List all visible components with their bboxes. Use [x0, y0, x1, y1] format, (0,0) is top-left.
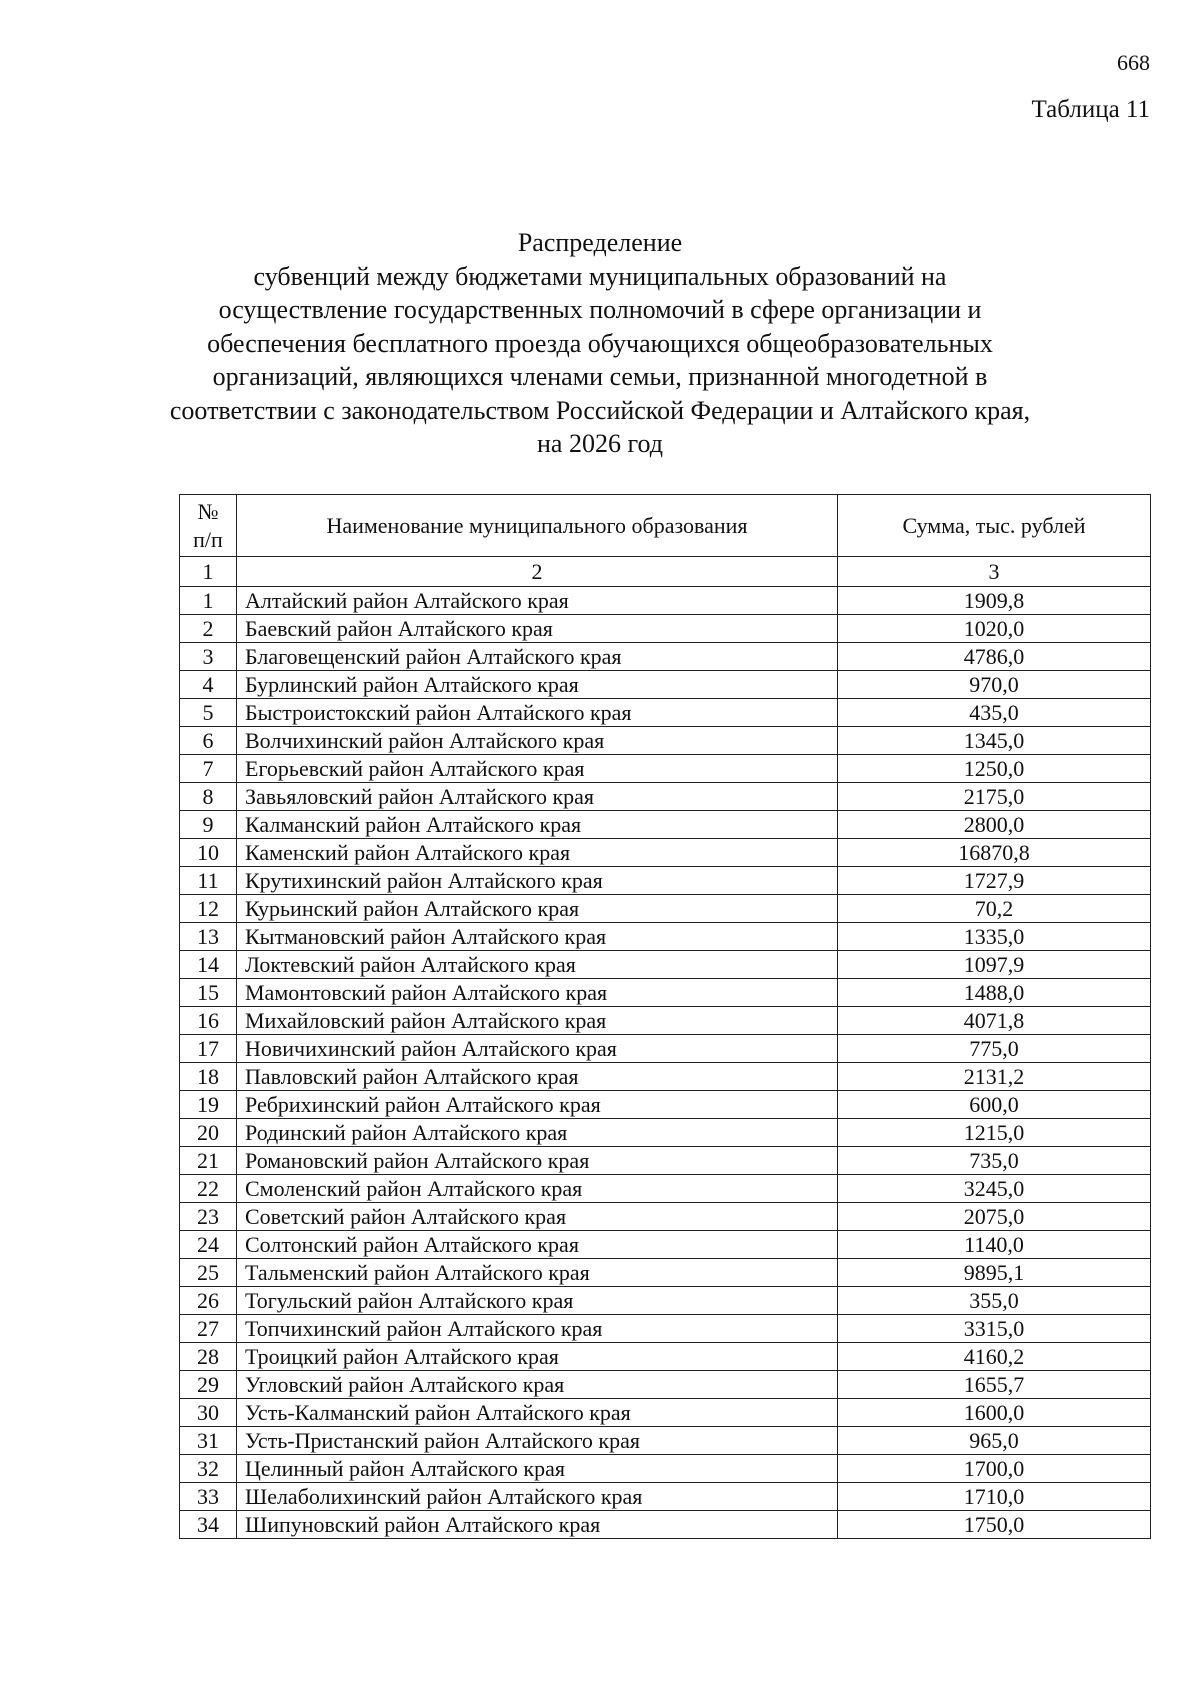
table-row [180, 923, 1151, 951]
allocation-table [179, 494, 1151, 1539]
municipality-name: Завьяловский район Алтайского края [237, 783, 838, 811]
subvention-amount: 735,0 [838, 1147, 1151, 1175]
row-number: 27 [180, 1315, 237, 1343]
table-row [180, 643, 1151, 671]
municipality-name: Топчихинский район Алтайского края [237, 1315, 838, 1343]
row-number: 23 [180, 1203, 237, 1231]
municipality-name: Михайловский район Алтайского края [237, 1007, 838, 1035]
subvention-amount: 1655,7 [838, 1371, 1151, 1399]
municipality-name: Троицкий район Алтайского края [237, 1343, 838, 1371]
row-number: 26 [180, 1287, 237, 1315]
column-number: 2 [237, 557, 838, 587]
table-row [180, 1287, 1151, 1315]
subvention-amount: 1140,0 [838, 1231, 1151, 1259]
row-number: 6 [180, 727, 237, 755]
row-number: 13 [180, 923, 237, 951]
municipality-name: Родинский район Алтайского края [237, 1119, 838, 1147]
subvention-amount: 2075,0 [838, 1203, 1151, 1231]
table-row [180, 1147, 1151, 1175]
subvention-amount: 4071,8 [838, 1007, 1151, 1035]
row-number: 19 [180, 1091, 237, 1119]
heading-line: организаций, являющихся членами семьи, признанной многодетной в [212, 362, 988, 391]
heading-line: на 2026 год [537, 429, 663, 458]
table-row [180, 979, 1151, 1007]
subvention-amount: 1750,0 [838, 1511, 1151, 1539]
column-number-row [180, 557, 1151, 587]
municipality-name: Романовский район Алтайского края [237, 1147, 838, 1175]
table-row [180, 1511, 1151, 1539]
municipality-name: Волчихинский район Алтайского края [237, 727, 838, 755]
subvention-amount: 970,0 [838, 671, 1151, 699]
table-row [180, 755, 1151, 783]
subvention-amount: 1700,0 [838, 1455, 1151, 1483]
subvention-amount: 2175,0 [838, 783, 1151, 811]
table-row [180, 615, 1151, 643]
municipality-name: Солтонский район Алтайского края [237, 1231, 838, 1259]
municipality-name: Мамонтовский район Алтайского края [237, 979, 838, 1007]
municipality-name: Новичихинский район Алтайского края [237, 1035, 838, 1063]
table-row [180, 727, 1151, 755]
row-number: 32 [180, 1455, 237, 1483]
municipality-name: Кытмановский район Алтайского края [237, 923, 838, 951]
document-heading [0, 226, 1200, 461]
table-row [180, 867, 1151, 895]
row-number: 20 [180, 1119, 237, 1147]
row-number: 10 [180, 839, 237, 867]
municipality-name: Алтайский район Алтайского края [237, 587, 838, 615]
municipality-name: Целинный район Алтайского края [237, 1455, 838, 1483]
municipality-name: Советский район Алтайского края [237, 1203, 838, 1231]
table-row [180, 1343, 1151, 1371]
row-number: 30 [180, 1399, 237, 1427]
municipality-name: Крутихинский район Алтайского края [237, 867, 838, 895]
subvention-amount: 1909,8 [838, 587, 1151, 615]
table-row [180, 1035, 1151, 1063]
heading-line: соответствии с законодательством Российской Федерации и Алтайского края, [169, 395, 1031, 425]
row-number: 8 [180, 783, 237, 811]
page-number: 668 [1117, 50, 1150, 75]
row-number: 34 [180, 1511, 237, 1539]
subvention-amount: 1215,0 [838, 1119, 1151, 1147]
heading-line: Распределение [517, 228, 683, 257]
subvention-amount: 3245,0 [838, 1175, 1151, 1203]
row-number: 5 [180, 699, 237, 727]
row-number: 22 [180, 1175, 237, 1203]
subvention-amount: 1727,9 [838, 867, 1151, 895]
municipality-name: Усть-Калманский район Алтайского края [237, 1399, 838, 1427]
subvention-amount: 9895,1 [838, 1259, 1151, 1287]
table-row [180, 1203, 1151, 1231]
municipality-name: Калманский район Алтайского края [237, 811, 838, 839]
subvention-amount: 70,2 [838, 895, 1151, 923]
table-row [180, 1007, 1151, 1035]
row-number: 11 [180, 867, 237, 895]
header-number: № п/п [180, 495, 237, 557]
subvention-amount: 1335,0 [838, 923, 1151, 951]
subvention-amount: 600,0 [838, 1091, 1151, 1119]
municipality-name: Шелаболихинский район Алтайского края [237, 1483, 838, 1511]
row-number: 17 [180, 1035, 237, 1063]
row-number: 31 [180, 1427, 237, 1455]
table-row [180, 699, 1151, 727]
table-body [180, 587, 1151, 1539]
subvention-amount: 1488,0 [838, 979, 1151, 1007]
subvention-amount: 775,0 [838, 1035, 1151, 1063]
table-row [180, 1175, 1151, 1203]
row-number: 14 [180, 951, 237, 979]
table-row [180, 1315, 1151, 1343]
table-label: Таблица 11 [1031, 96, 1150, 123]
column-number: 1 [180, 557, 237, 587]
row-number: 9 [180, 811, 237, 839]
subvention-amount: 2800,0 [838, 811, 1151, 839]
table-row [180, 1091, 1151, 1119]
table-row [180, 1371, 1151, 1399]
column-number: 3 [838, 557, 1151, 587]
table-row [180, 1119, 1151, 1147]
table-row [180, 1063, 1151, 1091]
municipality-name: Егорьевский район Алтайского края [237, 755, 838, 783]
municipality-name: Угловский район Алтайского края [237, 1371, 838, 1399]
row-number: 25 [180, 1259, 237, 1287]
municipality-name: Усть-Пристанский район Алтайского края [237, 1427, 838, 1455]
row-number: 1 [180, 587, 237, 615]
subvention-amount: 965,0 [838, 1427, 1151, 1455]
subvention-amount: 1710,0 [838, 1483, 1151, 1511]
subvention-amount: 1345,0 [838, 727, 1151, 755]
subvention-amount: 1020,0 [838, 615, 1151, 643]
table-row [180, 1259, 1151, 1287]
table-row [180, 811, 1151, 839]
municipality-name: Шипуновский район Алтайского края [237, 1511, 838, 1539]
table-row [180, 671, 1151, 699]
row-number: 7 [180, 755, 237, 783]
municipality-name: Быстроистокский район Алтайского края [237, 699, 838, 727]
municipality-name: Курьинский район Алтайского края [237, 895, 838, 923]
table-row [180, 895, 1151, 923]
municipality-name: Бурлинский район Алтайского края [237, 671, 838, 699]
subvention-amount: 1097,9 [838, 951, 1151, 979]
municipality-name: Смоленский район Алтайского края [237, 1175, 838, 1203]
table-row [180, 1427, 1151, 1455]
row-number: 2 [180, 615, 237, 643]
table-row [180, 783, 1151, 811]
subvention-amount: 2131,2 [838, 1063, 1151, 1091]
row-number: 3 [180, 643, 237, 671]
table-row [180, 839, 1151, 867]
municipality-name: Павловский район Алтайского края [237, 1063, 838, 1091]
municipality-name: Благовещенский район Алтайского края [237, 643, 838, 671]
municipality-name: Баевский район Алтайского края [237, 615, 838, 643]
row-number: 18 [180, 1063, 237, 1091]
municipality-name: Тогульский район Алтайского края [237, 1287, 838, 1315]
row-number: 15 [180, 979, 237, 1007]
table-row [180, 951, 1151, 979]
subvention-amount: 355,0 [838, 1287, 1151, 1315]
heading-line: осуществление государственных полномочий в сфере организации и [218, 295, 982, 324]
table-row [180, 587, 1151, 615]
header-sum: Сумма, тыс. рублей [838, 495, 1151, 557]
municipality-name: Локтевский район Алтайского края [237, 951, 838, 979]
subvention-amount: 1600,0 [838, 1399, 1151, 1427]
heading-line: субвенций между бюджетами муниципальных образований на [253, 261, 947, 291]
heading-line: обеспечения бесплатного проезда обучающихся общеобразовательных [207, 328, 993, 358]
row-number: 33 [180, 1483, 237, 1511]
table-row [180, 1483, 1151, 1511]
municipality-name: Тальменский район Алтайского края [237, 1259, 838, 1287]
table-row [180, 1231, 1151, 1259]
row-number: 29 [180, 1371, 237, 1399]
row-number: 16 [180, 1007, 237, 1035]
row-number: 24 [180, 1231, 237, 1259]
table-header-row [180, 495, 1151, 557]
subvention-amount: 1250,0 [838, 755, 1151, 783]
subvention-amount: 435,0 [838, 699, 1151, 727]
municipality-name: Каменский район Алтайского края [237, 839, 838, 867]
table-row [180, 1455, 1151, 1483]
subvention-amount: 16870,8 [838, 839, 1151, 867]
table-row [180, 1399, 1151, 1427]
header-name: Наименование муниципального образования [237, 495, 838, 557]
row-number: 28 [180, 1343, 237, 1371]
subvention-amount: 4160,2 [838, 1343, 1151, 1371]
row-number: 4 [180, 671, 237, 699]
subvention-amount: 4786,0 [838, 643, 1151, 671]
row-number: 12 [180, 895, 237, 923]
municipality-name: Ребрихинский район Алтайского края [237, 1091, 838, 1119]
row-number: 21 [180, 1147, 237, 1175]
subvention-amount: 3315,0 [838, 1315, 1151, 1343]
